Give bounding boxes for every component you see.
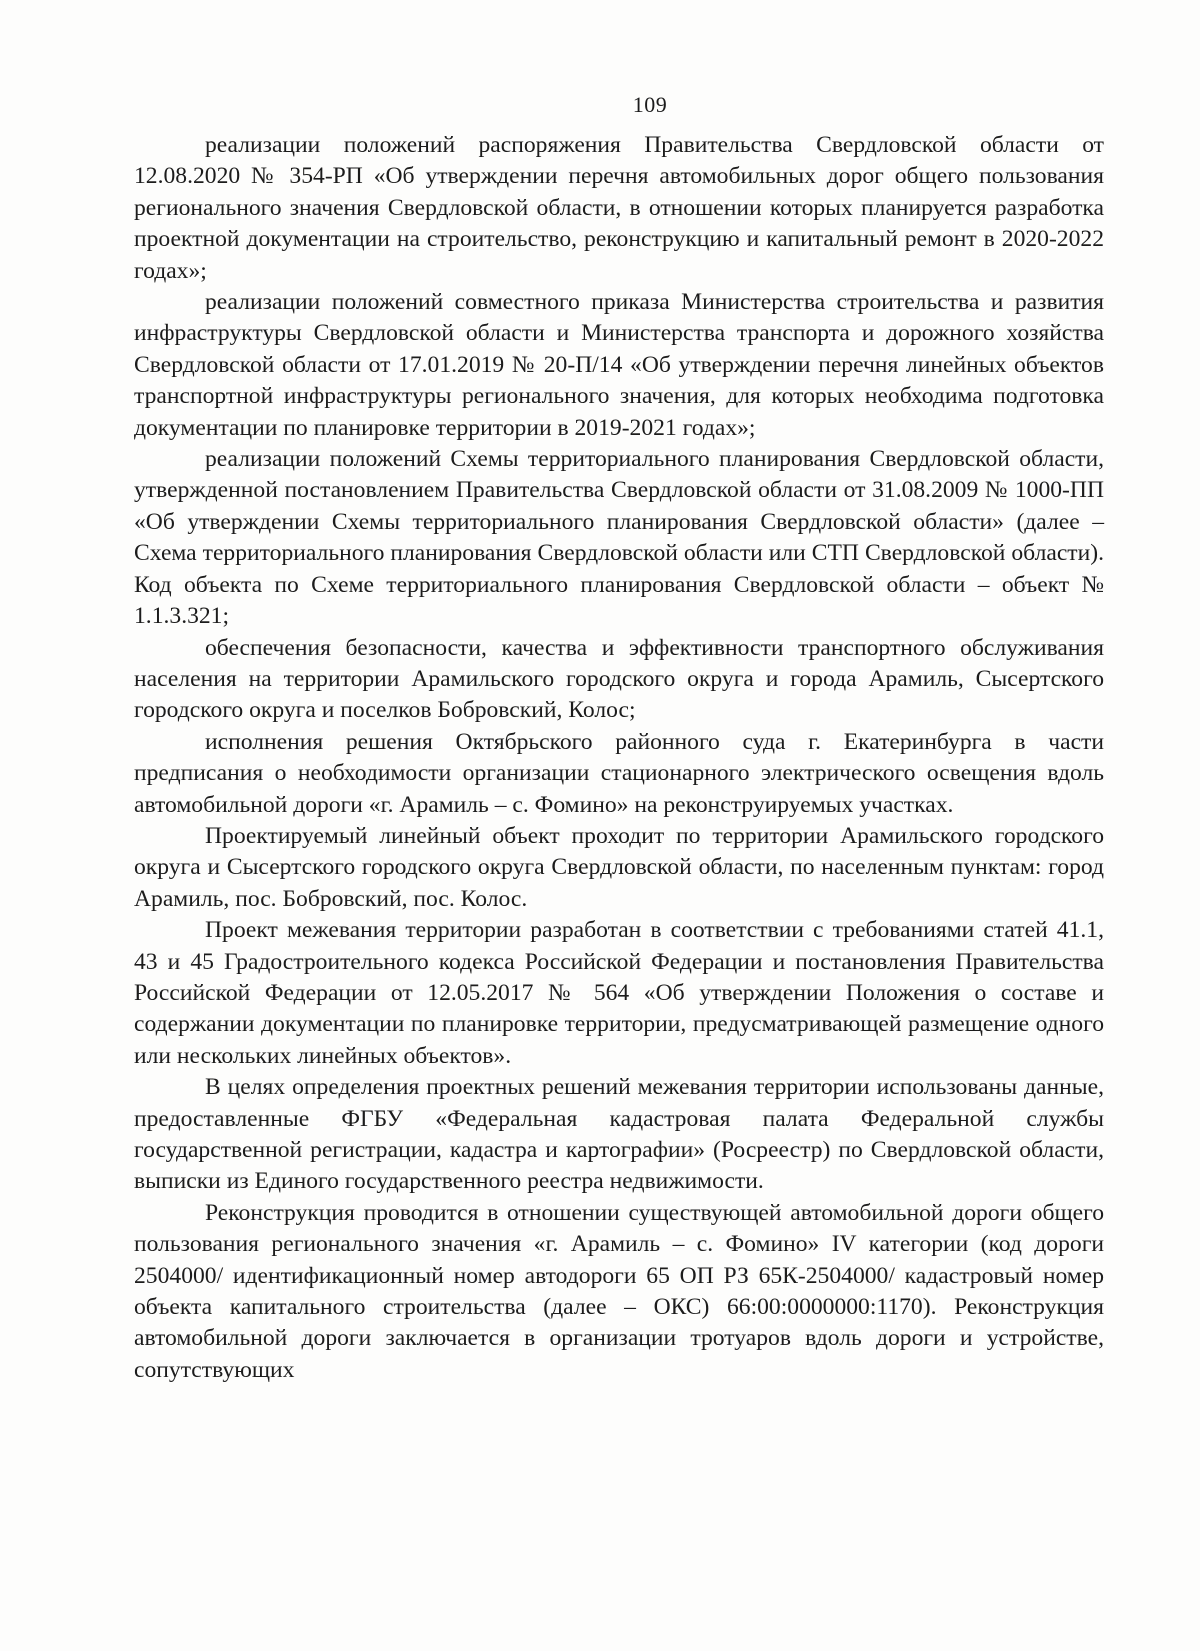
paragraph-object-location: Проектируемый линейный объект проходит по территории Арамильского городского округа и Сысертского городского округа Свердловской области, по населенным пунктам: город Арамиль, пос. Бобровский, пос. Колос. [134, 822, 1104, 912]
paragraph-court-decision: исполнения решения Октябрьского районного суда г. Екатеринбурга в части предписания о необходимости организации стационарного электрического освещения вдоль автомобильной дороги «г. Арамиль – с. Фомино» на реконструируемых участках. [134, 728, 1104, 818]
paragraph-territorial-scheme: реализации положений Схемы территориального планирования Свердловской области, утвержденной постановлением Правительства Свердловской области от 31.08.2009 № 1000-ПП «Об утверждении Схемы территориального планирования Свердловской области» (далее – Схема территориального планирования Свердловской области или СТП Свердловской области). Код объекта по Схеме территориального планирования Свердловской области – объект № 1.1.3.321; [134, 446, 1104, 630]
paragraph-order-354-rp: реализации положений распоряжения Правительства Свердловской области от 12.08.2020 № 354-РП «Об утверждении перечня автомобильных дорог общего пользования регионального значения Свердловской области, в отношении которых планируется разработка проектной документации на строительство, реконструкцию и капитальный ремонт в 2020-2022 годах»; [134, 132, 1104, 284]
paragraph-project-basis: Проект межевания территории разработан в соответствии с требованиями статей 41.1, 43 и 45 Градостроительного кодекса Российской Федерации и постановления Правительства Российской Федерации от 12.05.2017 № 564 «Об утверждении Положения о составе и содержании документации по планировке территории, предусматривающей размещение одного или нескольких линейных объектов». [134, 917, 1104, 1069]
paragraph-data-sources: В целях определения проектных решений межевания территории использованы данные, предоставленные ФГБУ «Федеральная кадастровая палата Федеральной службы государственной регистрации, кадастра и картографии» (Росреестр) по Свердловской области, выписки из Единого государственного реестра недвижимости. [134, 1074, 1104, 1195]
paragraph-reconstruction: Реконструкция проводится в отношении существующей автомобильной дороги общего пользования регионального значения «г. Арамиль – с. Фомино» IV категории (код дороги 2504000/ идентификационный номер автодороги 65 ОП РЗ 65К-2504000/ кадастровый номер объекта капитального строительства (далее – ОКС) 66:00:0000000:1170). Реконструкция автомобильной дороги заключается в организации тротуаров вдоль дороги и устройстве, сопутствующих [134, 1199, 1104, 1383]
paragraph-joint-order: реализации положений совместного приказа Министерства строительства и развития инфраструктуры Свердловской области и Министерства транспорта и дорожного хозяйства Свердловской области от 17.01.2019 № 20-П/14 «Об утверждении перечня линейных объектов транспортной инфраструктуры регионального значения, для которых необходима подготовка документации по планировке территории в 2019-2021 годах»; [134, 289, 1104, 441]
document-body [134, 130, 1104, 1386]
paragraph-transport-safety: обеспечения безопасности, качества и эффективности транспортного обслуживания населения на территории Арамильского городского округа и города Арамиль, Сысертского городского округа и поселков Бобровский, Колос; [134, 634, 1104, 724]
page-number: 109 [632, 92, 668, 117]
